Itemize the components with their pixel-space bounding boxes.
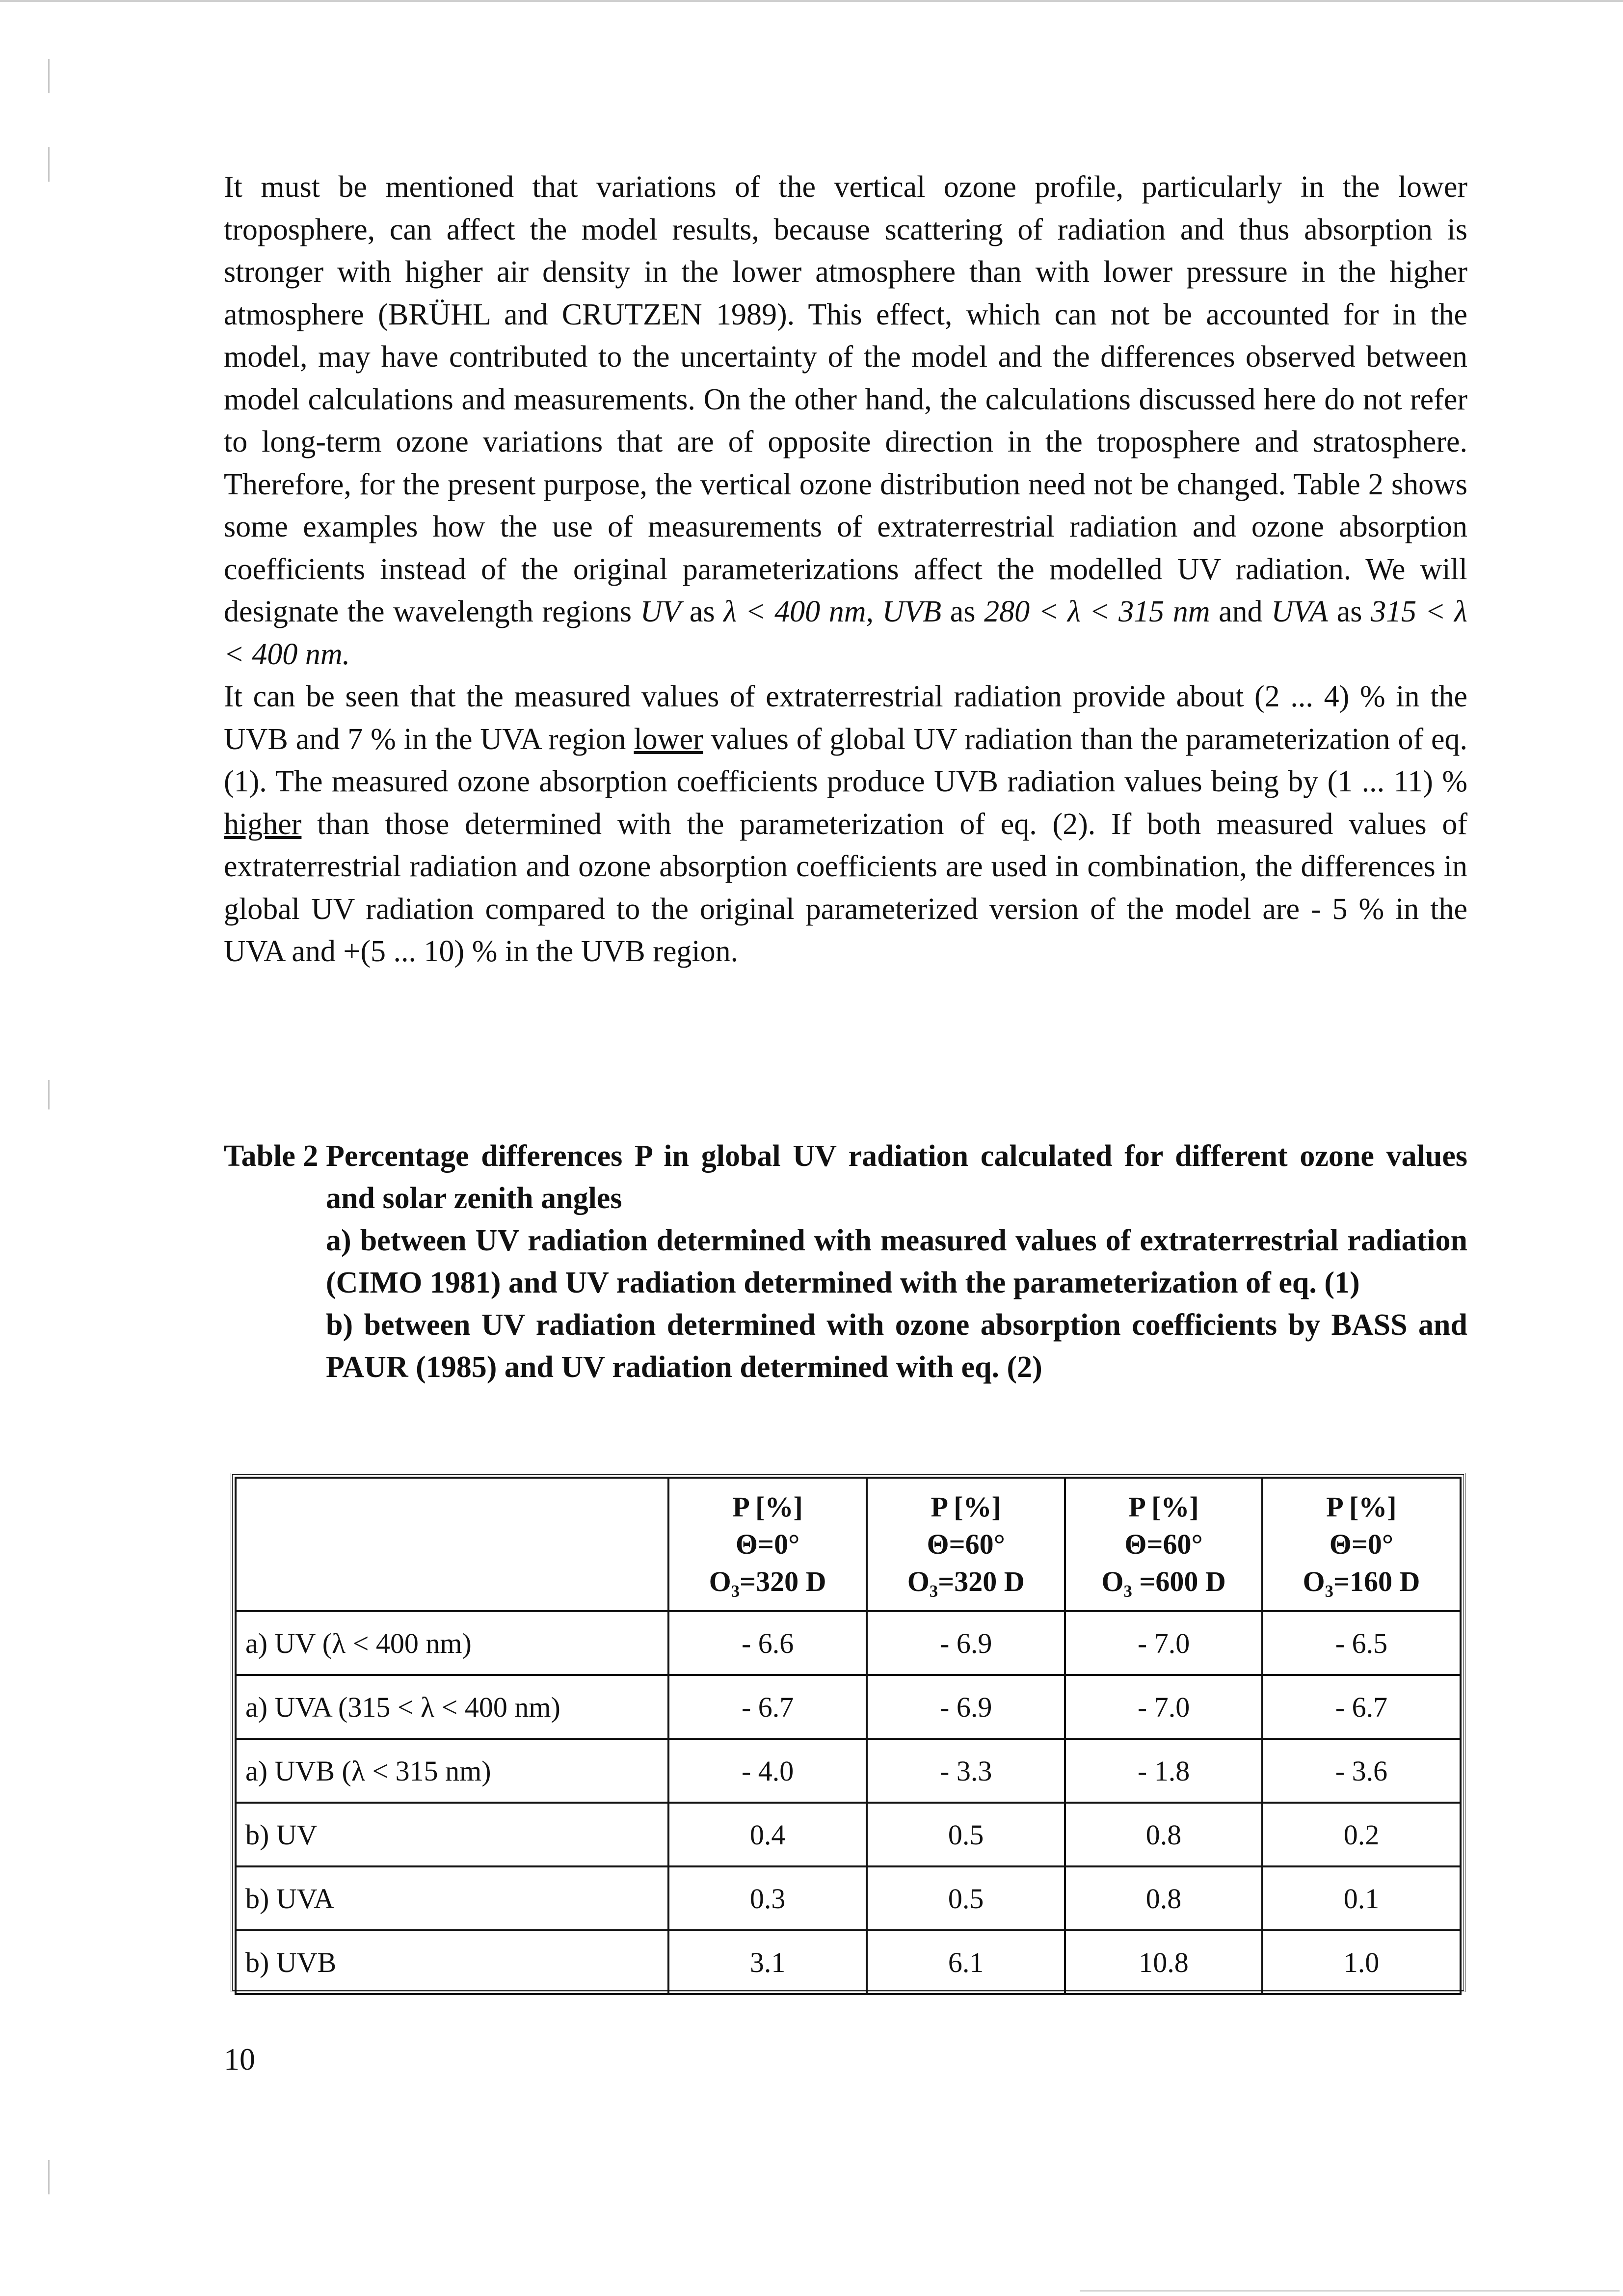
percentage-difference-table (235, 1477, 1462, 1995)
table-cell: 6.1 (867, 1930, 1065, 1994)
scan-margin-mark (48, 147, 50, 182)
row-label: a) UVB (λ < 315 nm) (236, 1739, 668, 1803)
scan-margin-mark (48, 1080, 50, 1109)
uv-term: UV (640, 595, 681, 628)
table-cell: - 4.0 (668, 1739, 867, 1803)
uva-term: UVA (1271, 595, 1329, 628)
paragraph-2 (224, 675, 1467, 973)
scan-bottom-edge (1080, 2290, 1620, 2292)
column-header: P [%] Θ=0° O₃=160 D (1262, 1478, 1461, 1611)
data-table (231, 1473, 1465, 1992)
paragraph-1-text: It must be mentioned that variations of the vertical ozone profile, particularly in the lower troposphere, can affect the model results, because scattering of radiation and thus absorption is stronger with higher air density in the lower atmosphere than with lower pressure in the higher atmosphere (BRÜHL and CRUTZEN 1989). This effect, which can not be accounted for in the model, may have contributed to the uncertainty of the model and the differences observed between model calculations and measurements. On the other hand, the calculations discussed here do not refer to long-term ozone variations that are of opposite direction in the troposphere and stratosphere. Therefore, for the present purpose, the vertical ozone distribution need not be changed. Table 2 shows some examples how the use of measurements of extraterrestrial radiation and ozone absorption coefficients instead of the original parameterizations affect the modelled UV radiation. We will designate the wavelength regions (224, 170, 1467, 628)
row-label: b) UVB (236, 1930, 668, 1994)
scan-margin-mark (48, 2160, 50, 2194)
table-cell: - 6.7 (668, 1675, 867, 1739)
table-row (236, 1611, 1461, 1675)
uvb-term: UVB (882, 595, 942, 628)
caption-item-a: a) between UV radiation determined with measured values of extraterrestrial radiation (CIMO 1981) and UV radiation determined with the parameterization of eq. (1) (326, 1224, 1467, 1299)
connector-text (874, 595, 882, 628)
table-cell: 3.1 (668, 1930, 867, 1994)
table-cell: - 3.3 (867, 1739, 1065, 1803)
table-cell: 10.8 (1065, 1930, 1262, 1994)
header-empty-cell (236, 1478, 668, 1611)
underlined-lower: lower (634, 722, 703, 756)
table-cell: 1.0 (1262, 1930, 1461, 1994)
table-cell: 0.1 (1262, 1866, 1461, 1930)
table-cell: - 6.7 (1262, 1675, 1461, 1739)
uvb-range: 280 < λ < 315 nm (984, 595, 1210, 628)
scan-top-edge (0, 0, 1623, 2)
table-cell: - 6.9 (867, 1611, 1065, 1675)
table-cell: - 7.0 (1065, 1611, 1262, 1675)
row-label: b) UV (236, 1803, 668, 1866)
table-cell: - 6.9 (867, 1675, 1065, 1739)
uv-range: λ < 400 nm, (723, 595, 874, 628)
column-header: P [%] Θ=60° O₃ =600 D (1065, 1478, 1262, 1611)
table-cell: 0.3 (668, 1866, 867, 1930)
table-label: Table 2 (224, 1139, 319, 1173)
connector-text: as (681, 595, 724, 628)
table-cell: 0.8 (1065, 1803, 1262, 1866)
uva-range: 315 < λ < 400 nm. (224, 595, 1467, 671)
row-label: a) UVA (315 < λ < 400 nm) (236, 1675, 668, 1739)
table-row (236, 1803, 1461, 1866)
column-header: P [%] Θ=0° O₃=320 D (668, 1478, 867, 1611)
table-cell: - 7.0 (1065, 1675, 1262, 1739)
table-cell: - 3.6 (1262, 1739, 1461, 1803)
row-label: a) UV (λ < 400 nm) (236, 1611, 668, 1675)
connector-text: as (1328, 595, 1371, 628)
page-number: 10 (224, 2042, 255, 2077)
paragraph-2-text: It can be seen that the measured values of extraterrestrial radiation provide about (2 ... 4) % in the UVB and 7 % in the UVA region (224, 680, 1467, 756)
connector-text: as (941, 595, 984, 628)
caption-title-row (224, 1135, 1467, 1219)
underlined-higher: higher (224, 807, 302, 841)
table-cell: - 1.8 (1065, 1739, 1262, 1803)
caption-title: Percentage differences P in global UV radiation calculated for different ozone values and solar zenith angles (326, 1139, 1467, 1215)
table-row (236, 1930, 1461, 1994)
scan-margin-mark (48, 59, 50, 93)
paragraph-2-text: values of global UV radiation than the parameterization of eq. (1). The measured ozone absorption coefficients produce UVB radiation values being by (1 ... 11) % (224, 722, 1467, 798)
table-caption (224, 1135, 1467, 1388)
table-cell: 0.5 (867, 1866, 1065, 1930)
table-cell: 0.8 (1065, 1866, 1262, 1930)
paragraph-1 (224, 166, 1467, 675)
body-text (224, 166, 1467, 973)
row-label: b) UVA (236, 1866, 668, 1930)
table-cell: 0.2 (1262, 1803, 1461, 1866)
column-header: P [%] Θ=60° O₃=320 D (867, 1478, 1065, 1611)
table-row (236, 1866, 1461, 1930)
table-row (236, 1675, 1461, 1739)
table-row (236, 1739, 1461, 1803)
table-cell: - 6.6 (668, 1611, 867, 1675)
caption-item-b: b) between UV radiation determined with ozone absorption coefficients by BASS and PAUR (1985) and UV radiation determined with eq. (2) (326, 1308, 1467, 1384)
table-cell: - 6.5 (1262, 1611, 1461, 1675)
table-cell: 0.5 (867, 1803, 1065, 1866)
table-cell: 0.4 (668, 1803, 867, 1866)
paragraph-2-text: than those determined with the parameterization of eq. (2). If both measured values of extraterrestrial radiation and ozone absorption coefficients are used in combination, the differences in global UV radiation compared to the original parameterized version of the model are - 5 % in the UVA and +(5 ... 10) % in the UVB region. (224, 807, 1467, 968)
connector-text: and (1210, 595, 1272, 628)
table-header-row (236, 1478, 1461, 1611)
